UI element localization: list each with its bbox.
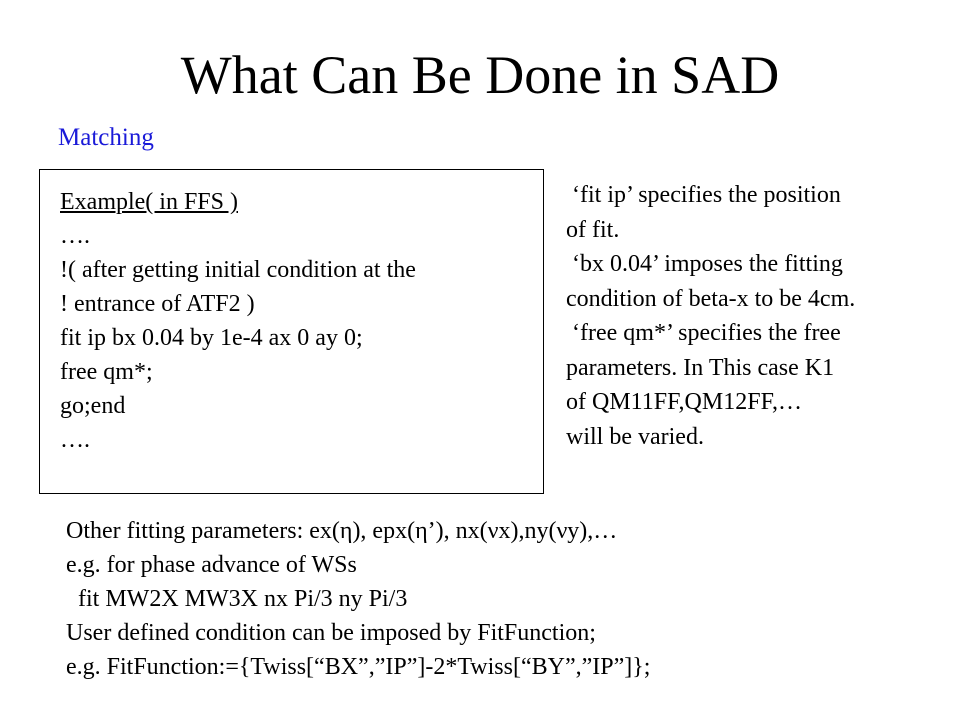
code-line: go;end xyxy=(60,393,126,419)
code-example-box xyxy=(39,169,544,494)
explanation-line: ‘bx 0.04’ imposes the fitting xyxy=(566,251,843,277)
code-lines xyxy=(60,185,416,457)
note-line: e.g. for phase advance of WSs xyxy=(66,552,357,578)
explanation-text xyxy=(566,178,855,454)
note-line: fit MW2X MW3X nx Pi/3 ny Pi/3 xyxy=(66,586,408,612)
slide-title: What Can Be Done in SAD xyxy=(180,45,780,105)
explanation-line: of QM11FF,QM12FF,… xyxy=(566,389,802,415)
fitting-notes xyxy=(66,514,650,684)
explanation-line: parameters. In This case K1 xyxy=(566,354,835,381)
explanation-line: ‘fit ip’ specifies the position xyxy=(566,182,841,208)
code-line: Example( in FFS ) xyxy=(60,189,238,215)
explanation-line: condition of beta-x to be 4cm. xyxy=(566,285,856,312)
explanation-line: of fit. xyxy=(566,216,620,243)
code-line: …. xyxy=(60,223,90,249)
note-line: e.g. FitFunction:={Twiss[“BX”,”IP”]-2*Twiss[“BY”,”IP”]}; xyxy=(66,654,651,680)
note-line: User defined condition can be imposed by FitFunction; xyxy=(66,620,596,646)
code-line: ! entrance of ATF2 ) xyxy=(60,291,255,317)
code-line: !( after getting initial condition at the xyxy=(60,257,416,283)
explanation-line: will be varied. xyxy=(566,423,704,450)
code-line: free qm*; xyxy=(60,359,153,385)
note-line: Other fitting parameters: ex(η), epx(η’), nx(νx),ny(νy),… xyxy=(66,518,618,544)
code-line: …. xyxy=(60,427,90,453)
explanation-line: ‘free qm*’ specifies the free xyxy=(566,320,841,346)
code-line: fit ip bx 0.04 by 1e-4 ax 0 ay 0; xyxy=(60,325,363,351)
section-subtitle: Matching xyxy=(58,124,154,151)
